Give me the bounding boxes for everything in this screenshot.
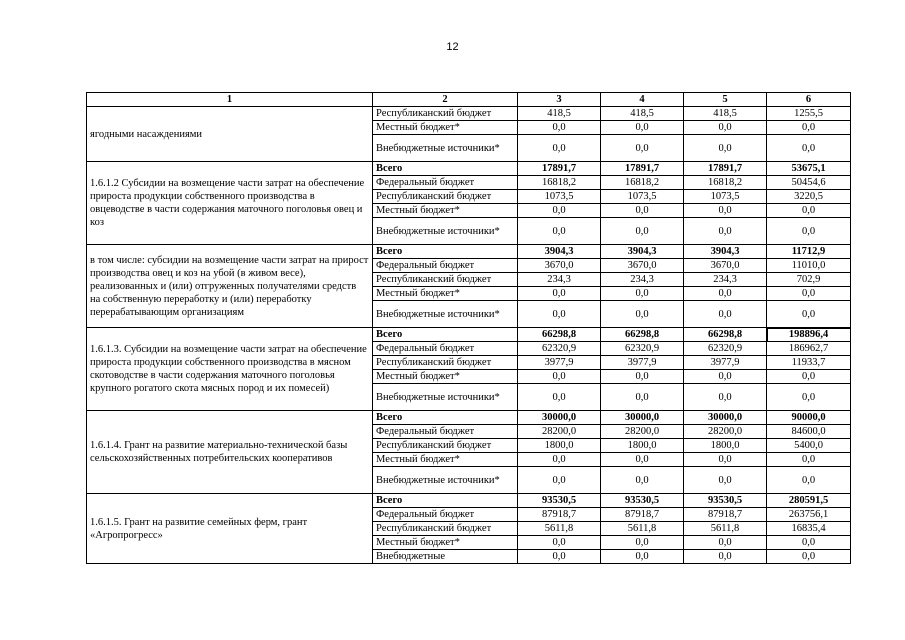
column-header: 4 [601, 93, 684, 107]
funding-source: Республиканский бюджет [373, 522, 518, 536]
amount-cell: 0,0 [601, 135, 684, 162]
funding-source: Республиканский бюджет [373, 356, 518, 370]
amount-cell: 0,0 [767, 536, 851, 550]
funding-source: Внебюджетные источники* [373, 218, 518, 245]
funding-source: Внебюджетные источники* [373, 135, 518, 162]
amount-cell: 0,0 [518, 121, 601, 135]
amount-cell: 28200,0 [518, 425, 601, 439]
amount-cell: 5611,8 [601, 522, 684, 536]
amount-cell: 280591,5 [767, 494, 851, 508]
amount-cell: 0,0 [767, 204, 851, 218]
amount-cell: 11933,7 [767, 356, 851, 370]
amount-cell: 0,0 [767, 218, 851, 245]
amount-cell: 30000,0 [518, 411, 601, 425]
funding-source: Местный бюджет* [373, 453, 518, 467]
amount-cell: 30000,0 [601, 411, 684, 425]
amount-cell: 28200,0 [684, 425, 767, 439]
funding-source: Федеральный бюджет [373, 342, 518, 356]
amount-cell: 0,0 [684, 218, 767, 245]
funding-source: Федеральный бюджет [373, 425, 518, 439]
amount-cell: 0,0 [518, 384, 601, 411]
funding-source: Республиканский бюджет [373, 190, 518, 204]
amount-cell: 0,0 [518, 204, 601, 218]
measure-description: 1.6.1.4. Грант на развитие материально-технической базы сельскохозяйственных потребительских кооперативов [87, 411, 373, 494]
amount-cell: 3904,3 [518, 245, 601, 259]
funding-source: Внебюджетные [373, 550, 518, 564]
amount-cell: 5611,8 [518, 522, 601, 536]
amount-cell: 0,0 [518, 467, 601, 494]
amount-cell: 0,0 [518, 453, 601, 467]
funding-source: Республиканский бюджет [373, 273, 518, 287]
amount-cell: 0,0 [684, 550, 767, 564]
amount-cell: 3904,3 [601, 245, 684, 259]
amount-cell: 3977,9 [684, 356, 767, 370]
amount-cell: 11712,9 [767, 245, 851, 259]
amount-cell: 90000,0 [767, 411, 851, 425]
amount-cell: 263756,1 [767, 508, 851, 522]
amount-cell: 418,5 [518, 107, 601, 121]
amount-cell: 0,0 [767, 370, 851, 384]
amount-cell: 0,0 [518, 135, 601, 162]
amount-cell: 28200,0 [601, 425, 684, 439]
amount-cell: 0,0 [518, 287, 601, 301]
amount-cell: 186962,7 [767, 342, 851, 356]
amount-cell: 93530,5 [518, 494, 601, 508]
amount-cell: 0,0 [518, 370, 601, 384]
amount-cell: 234,3 [518, 273, 601, 287]
table-row [87, 107, 851, 121]
amount-cell: 0,0 [767, 301, 851, 328]
column-header: 1 [87, 93, 373, 107]
amount-cell: 0,0 [684, 301, 767, 328]
amount-cell: 0,0 [767, 121, 851, 135]
amount-cell: 17891,7 [601, 162, 684, 176]
amount-cell: 16818,2 [601, 176, 684, 190]
amount-cell: 17891,7 [684, 162, 767, 176]
amount-cell: 0,0 [601, 453, 684, 467]
table-header-row [87, 93, 851, 107]
amount-cell: 0,0 [601, 467, 684, 494]
funding-source: Федеральный бюджет [373, 259, 518, 273]
funding-source: Федеральный бюджет [373, 508, 518, 522]
amount-cell: 0,0 [601, 370, 684, 384]
amount-cell: 3220,5 [767, 190, 851, 204]
funding-source: Всего [373, 328, 518, 342]
funding-source: Внебюджетные источники* [373, 467, 518, 494]
amount-cell: 0,0 [601, 287, 684, 301]
amount-cell: 50454,6 [767, 176, 851, 190]
amount-cell: 0,0 [684, 135, 767, 162]
amount-cell: 87918,7 [684, 508, 767, 522]
amount-cell: 0,0 [684, 453, 767, 467]
amount-cell: 0,0 [601, 550, 684, 564]
amount-cell: 62320,9 [601, 342, 684, 356]
table-row [87, 162, 851, 176]
table-row [87, 328, 851, 342]
amount-cell: 0,0 [518, 536, 601, 550]
amount-cell: 16835,4 [767, 522, 851, 536]
amount-cell: 0,0 [601, 384, 684, 411]
amount-cell: 3977,9 [518, 356, 601, 370]
amount-cell: 0,0 [684, 467, 767, 494]
amount-cell: 0,0 [601, 204, 684, 218]
funding-source: Всего [373, 245, 518, 259]
measure-description: 1.6.1.3. Субсидии на возмещение части затрат на обеспечение прироста продукции собственного производства в мясном скотоводстве в части содержания маточного поголовья крупного рогатого скота мясных пород и их помесей) [87, 328, 373, 411]
funding-source: Внебюджетные источники* [373, 384, 518, 411]
amount-cell: 418,5 [684, 107, 767, 121]
column-header: 3 [518, 93, 601, 107]
amount-cell: 66298,8 [684, 328, 767, 342]
amount-cell: 3670,0 [518, 259, 601, 273]
amount-cell: 87918,7 [518, 508, 601, 522]
table-row [87, 245, 851, 259]
amount-cell: 234,3 [684, 273, 767, 287]
amount-cell: 30000,0 [684, 411, 767, 425]
amount-cell: 0,0 [767, 550, 851, 564]
amount-cell: 1255,5 [767, 107, 851, 121]
amount-cell: 0,0 [767, 287, 851, 301]
amount-cell: 0,0 [601, 218, 684, 245]
column-header: 2 [373, 93, 518, 107]
funding-source: Местный бюджет* [373, 121, 518, 135]
funding-source: Местный бюджет* [373, 370, 518, 384]
amount-cell: 93530,5 [601, 494, 684, 508]
funding-source: Местный бюджет* [373, 287, 518, 301]
amount-cell: 93530,5 [684, 494, 767, 508]
amount-cell: 3977,9 [601, 356, 684, 370]
funding-source: Местный бюджет* [373, 204, 518, 218]
amount-cell: 0,0 [601, 121, 684, 135]
amount-cell: 84600,0 [767, 425, 851, 439]
funding-source: Республиканский бюджет [373, 107, 518, 121]
funding-source: Местный бюджет* [373, 536, 518, 550]
funding-source: Всего [373, 162, 518, 176]
amount-cell: 198896,4 [767, 328, 851, 342]
amount-cell: 0,0 [767, 467, 851, 494]
funding-source: Внебюджетные источники* [373, 301, 518, 328]
amount-cell: 0,0 [684, 384, 767, 411]
amount-cell: 0,0 [684, 370, 767, 384]
amount-cell: 1800,0 [518, 439, 601, 453]
amount-cell: 16818,2 [684, 176, 767, 190]
amount-cell: 3904,3 [684, 245, 767, 259]
amount-cell: 702,9 [767, 273, 851, 287]
amount-cell: 11010,0 [767, 259, 851, 273]
amount-cell: 66298,8 [518, 328, 601, 342]
amount-cell: 0,0 [684, 287, 767, 301]
amount-cell: 0,0 [518, 550, 601, 564]
amount-cell: 3670,0 [601, 259, 684, 273]
amount-cell: 0,0 [601, 536, 684, 550]
amount-cell: 1073,5 [518, 190, 601, 204]
amount-cell: 1800,0 [684, 439, 767, 453]
amount-cell: 5611,8 [684, 522, 767, 536]
page-number: 12 [446, 41, 459, 53]
amount-cell: 0,0 [684, 121, 767, 135]
funding-source: Всего [373, 411, 518, 425]
column-header: 6 [767, 93, 851, 107]
budget-table [86, 92, 851, 564]
amount-cell: 62320,9 [684, 342, 767, 356]
amount-cell: 0,0 [767, 135, 851, 162]
table-body [87, 107, 851, 564]
funding-source: Республиканский бюджет [373, 439, 518, 453]
amount-cell: 87918,7 [601, 508, 684, 522]
amount-cell: 1073,5 [601, 190, 684, 204]
amount-cell: 234,3 [601, 273, 684, 287]
amount-cell: 1800,0 [601, 439, 684, 453]
measure-description: 1.6.1.2 Субсидии на возмещение части затрат на обеспечение прироста продукции собственного производства в овцеводстве в части содержания маточного поголовья овец и коз [87, 162, 373, 245]
measure-description: ягодными насаждениями [87, 107, 373, 162]
amount-cell: 0,0 [518, 218, 601, 245]
amount-cell: 66298,8 [601, 328, 684, 342]
table-row [87, 494, 851, 508]
measure-description: в том числе: субсидии на возмещение части затрат на прирост производства овец и коз на убой (в живом весе), реализованных и (или) отгруженных получателями средств на собственную переработку и (или) переработку перерабатывающим организациям [87, 245, 373, 328]
amount-cell: 17891,7 [518, 162, 601, 176]
amount-cell: 0,0 [767, 384, 851, 411]
amount-cell: 62320,9 [518, 342, 601, 356]
amount-cell: 0,0 [601, 301, 684, 328]
column-header: 5 [684, 93, 767, 107]
measure-description: 1.6.1.5. Грант на развитие семейных ферм, грант «Агропрогресс» [87, 494, 373, 564]
amount-cell: 5400,0 [767, 439, 851, 453]
amount-cell: 3670,0 [684, 259, 767, 273]
amount-cell: 418,5 [601, 107, 684, 121]
amount-cell: 0,0 [518, 301, 601, 328]
amount-cell: 53675,1 [767, 162, 851, 176]
amount-cell: 0,0 [684, 536, 767, 550]
amount-cell: 1073,5 [684, 190, 767, 204]
table-row [87, 411, 851, 425]
funding-source: Всего [373, 494, 518, 508]
amount-cell: 0,0 [767, 453, 851, 467]
amount-cell: 16818,2 [518, 176, 601, 190]
funding-source: Федеральный бюджет [373, 176, 518, 190]
amount-cell: 0,0 [684, 204, 767, 218]
